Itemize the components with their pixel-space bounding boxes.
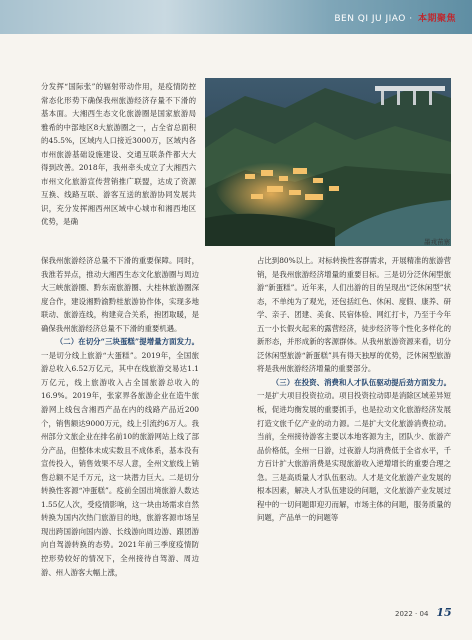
body-text: 一是切分线上旅游“大蛋糕”。2019年，全国旅游总收入6.52万亿元，其中在线旅游交易达1.1万亿元，线上旅游收入占全国旅游总收入的16.9%。2019年，张家界各旅游企业在造牛旅游网上线包含湘西产品在内的线路产品近200个，销售额达9000万元，线上引流约6万人。我州部分文旅企业在排名前10的旅游网站上线了部分产品，但整体未成实数且不成体系，基本没有宣传投入，销售效果不尽人意，全州文旅线上销售总额不足千万元，这一块潜力巨大。二是切分转换性客源“冲蛋糕”。疫前全国出境旅游人数达1.55亿人次，受疫情影响，这一块由场需求自然转换为国内次热门旅游目的地，旅游客源市场呈现出跨国游向国内游、长线游向周边游、跟团游向自驾游转换的态势。2021年前三季度疫情防控形势较好的情况下，全州接待自驾游、周边游、州人游客大幅上涨， [41,350,199,577]
header-separator: · [405,14,416,24]
running-header [334,11,456,24]
subsection-heading: （三）在投资、消费和人才队伍驱动提后劲方面发力。 [271,377,451,387]
journal-name: BEN QI JU JIAO [334,14,406,24]
page-footer [395,606,452,619]
subsection-paragraph [41,335,199,579]
right-column [257,254,451,525]
page-number: 15 [436,606,452,619]
body-paragraph: 保我州旅游经济总量不下滑的重要保障。同时，我淮若异点，推动大湘西生态文化旅游圈与周边大三峡旅游圈、黔东南旅游圈、大桂林旅游圈深度合作，建设湘黔渝黔桂旅游协作体，实现多地联动、旅游连线，构建竞合关系，抱团取暖，是确保我州旅游经济总量不下滑的重要机遇。 [41,256,199,333]
header-bar [0,0,472,34]
left-column-bottom [41,254,199,579]
subsection-heading: （二）在切分“三块蛋糕”提增量方面发力。 [55,337,199,347]
section-name: 本期聚焦 [417,14,456,24]
body-paragraph: 分发挥“国际张”的辐射带动作用，是疫情防控常态化形势下确保我州旅游经济存量不下滑的基本面。大湘西生态文化旅游圈是国家旅游局雅希的中部地区8大旅游圈之一，占全省总面积的45.5%，区域内人口接近3000万，区域内各市州旅游基础设施建设、交通互联条件都大大得到改善。2018年，我州牵头成立了大湘西六市州文化旅游宣传营销推广联盟，达成了资源互换、线路互联、游客互送的旅游协同发展共识，充分发挥湘西州区域中心城市和湘西地区优势，是确 [41,82,196,227]
subsection-paragraph [257,376,451,525]
village-night-image [205,78,451,246]
body-text: 一是扩大项目投资拉动。项目投资拉动即是消除区域差异短板，促进均衡发展的重要抓手，也是拉动文化旅游经济发展打造文旅千亿产业的动力源。二是扩大文化旅游消费拉动。当前，全州接待游客主要以本地客源为主，团队少、旅游产品价格低，全州一日游，过夜游人均消费低于全省水平，千方百计扩大旅游消费是实现旅游收入逆增增长的重要合理之急。三是高质量人才队伍驱动。人才是文化旅游产业发展的根本因素，解决人才队伍建设的问题，文化旅游产业发展过程中的一切问题即迎刃而解，市场主体的问题，服务质量的问题，产品单一的问题等 [257,391,451,523]
issue-number: 2022 · 04 [395,610,429,618]
left-column-top [41,80,196,229]
landscape-photo [205,78,451,246]
body-paragraph: 占比到80%以上。对标转换性客群需求，开展精准的旅游营销，是我州旅游经济增量的重要目标。三是切分泛休闲型旅游“新蛋糕”。近年来，人们出游的目的呈现出“泛休闲型”状态，不单纯为了观光，还包括红色、休闲、度假、康养、研学、亲子、团建、美食、民宿体验、网红打卡，乃至于今年五一小长假火起来的露营经济，徒步经济等个性化多样化的新形态，并形成新的客源群体。从我州旅游资源来看，切分泛休闲型旅游“新蛋糕”具有得天独厚的优势，泛休闲型旅游将是我州旅游经济增量的重要部分。 [257,256,451,374]
photo-credit: 墨戎苗寨 [424,238,450,246]
